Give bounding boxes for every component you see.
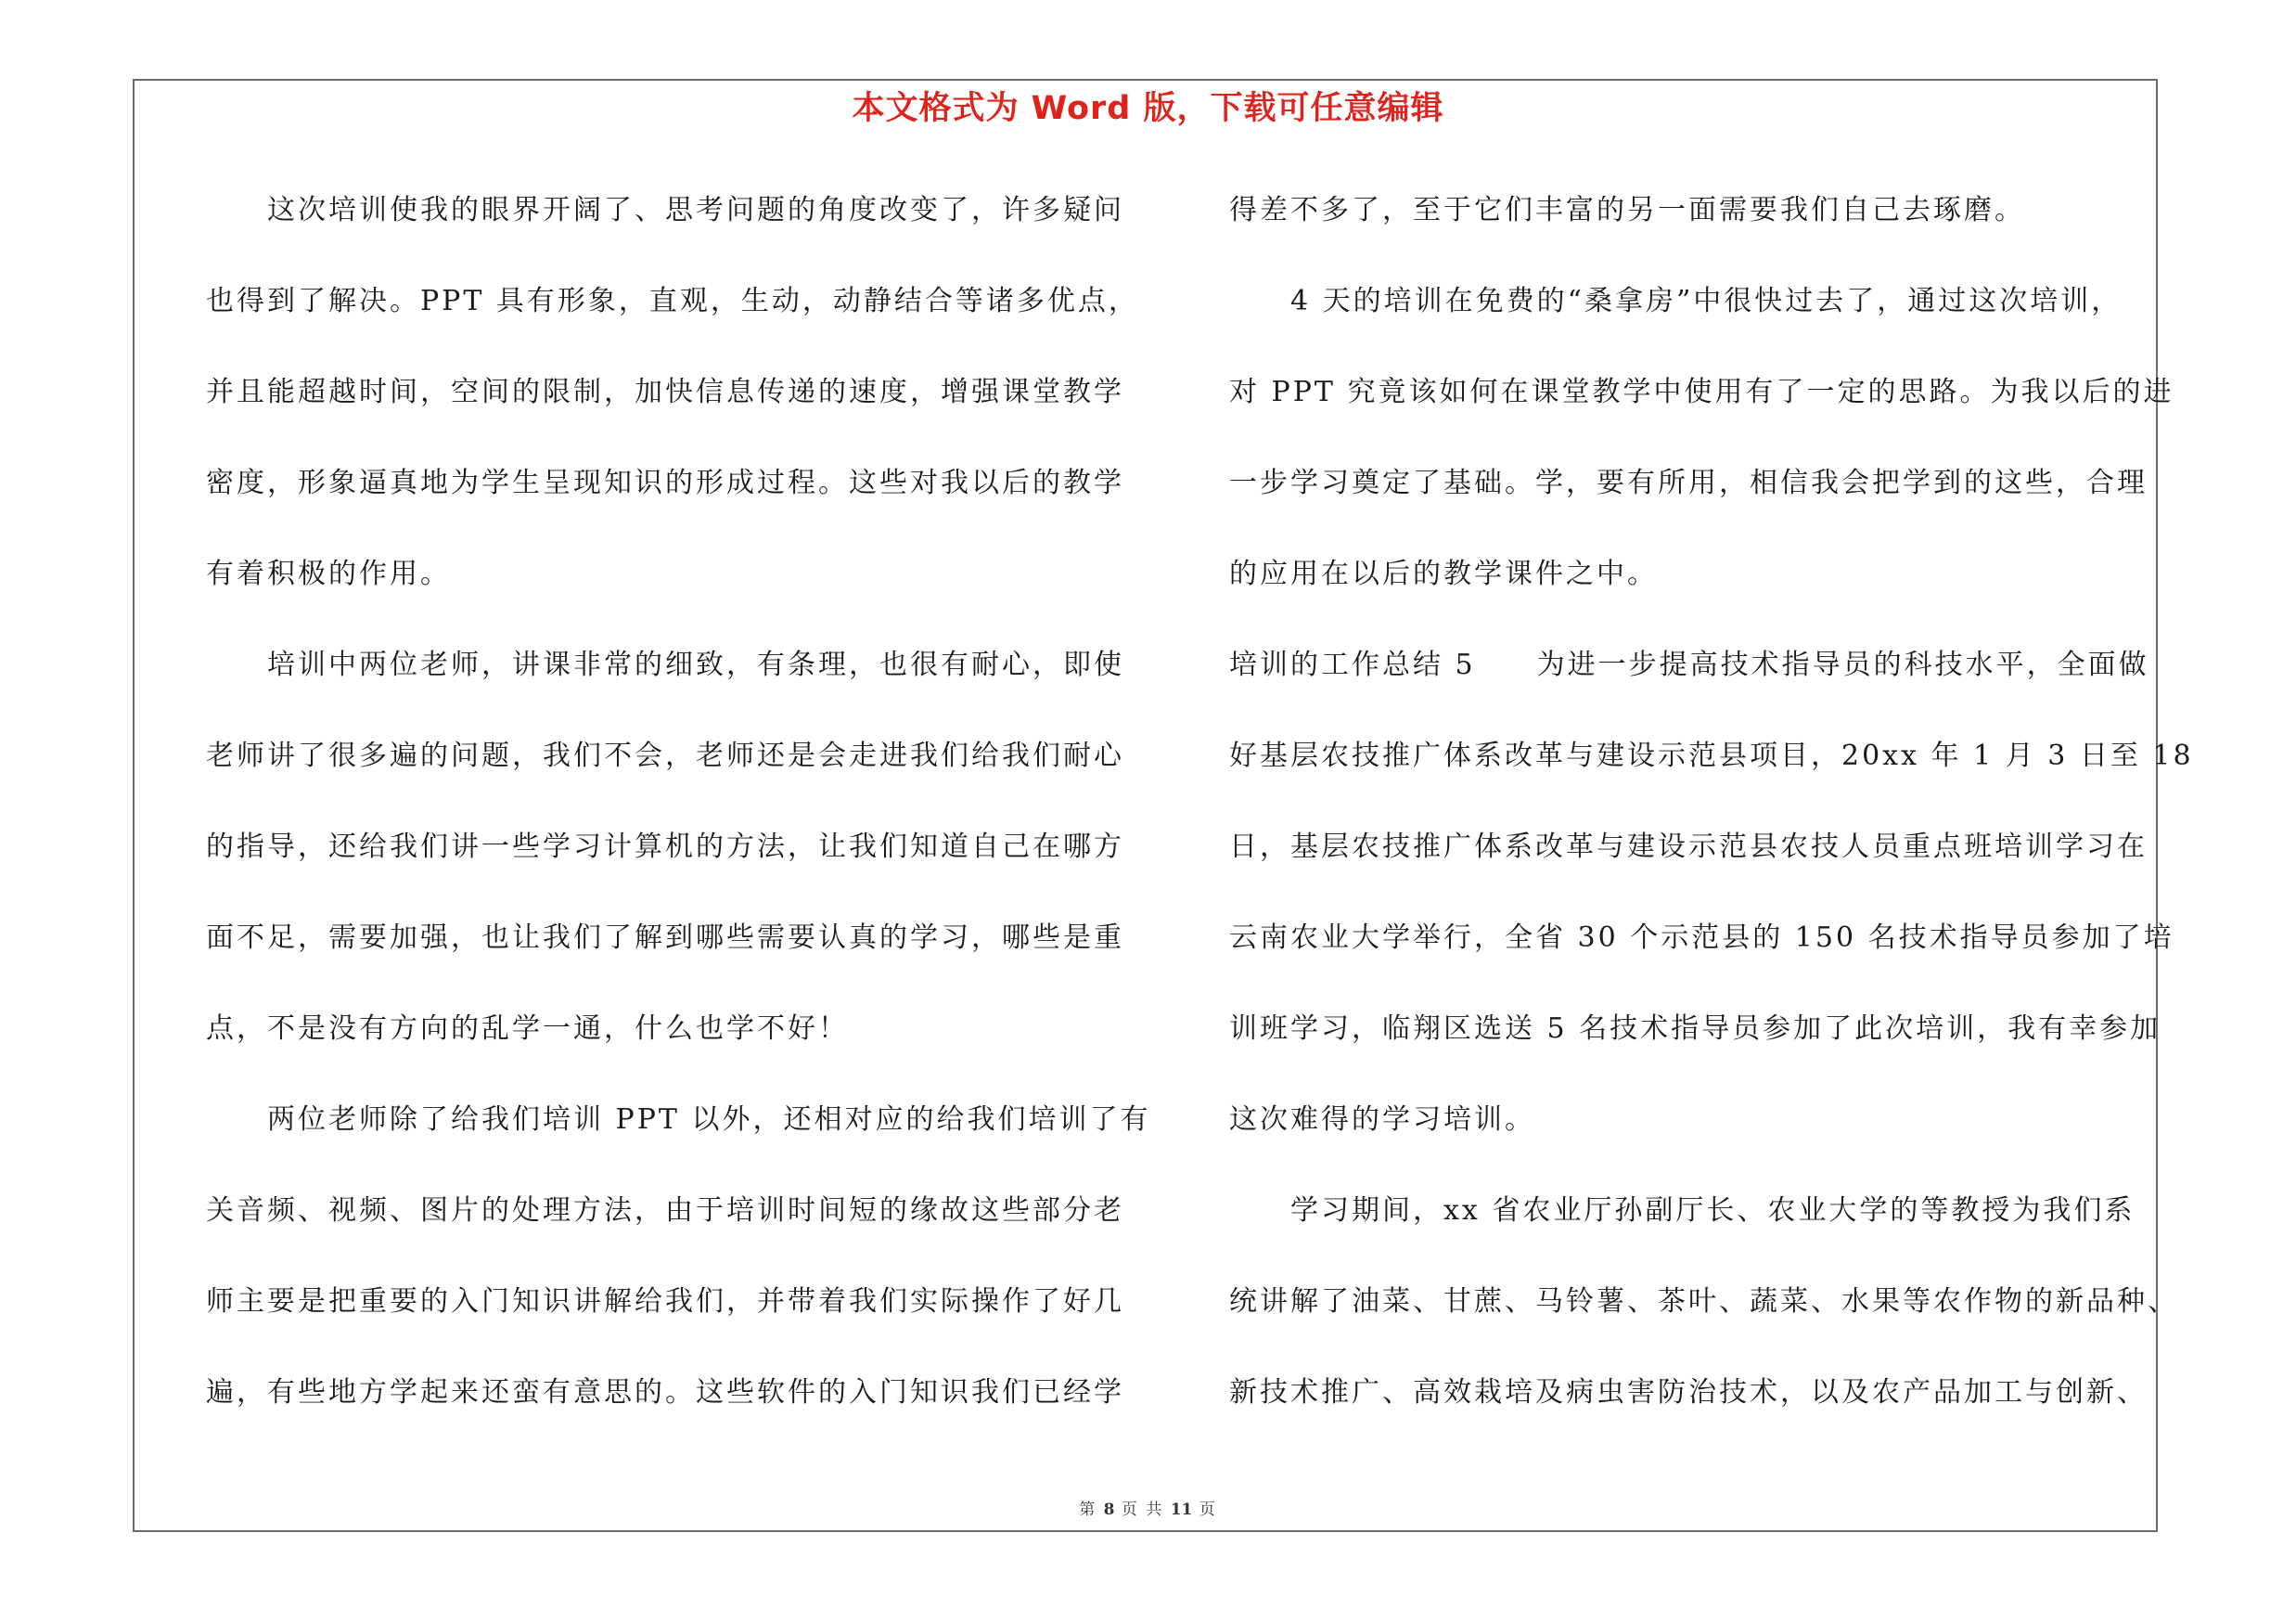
text-line: 好基层农技推广体系改革与建设示范县项目，20xx 年 1 月 3 日至 18	[1229, 740, 2194, 772]
text-line: 密度，形象逼真地为学生呈现知识的形成过程。这些对我以后的教学	[206, 467, 1124, 499]
page-number-footer	[0, 1496, 2296, 1519]
text-line: 这次难得的学习培训。	[1229, 1103, 1535, 1136]
section-heading-line: 培训的工作总结 5 为进一步提高技术指导员的科技水平，全面做	[1229, 649, 2149, 681]
text-line: 面不足，需要加强，也让我们了解到哪些需要认真的学习，哪些是重	[206, 921, 1124, 954]
text-line: 也得到了解决。PPT 具有形象，直观，生动，动静结合等诸多优点，	[206, 285, 1139, 317]
text-line: 并且能超越时间，空间的限制，加快信息传递的速度，增强课堂教学	[206, 376, 1124, 408]
text-line: 一步学习奠定了基础。学，要有所用，相信我会把学到的这些，合理	[1229, 467, 2148, 499]
text-line: 日，基层农技推广体系改革与建设示范县农技人员重点班培训学习在	[1229, 831, 2148, 863]
current-page-number: 8	[1103, 1501, 1115, 1519]
text-line: 对 PPT 究竟该如何在课堂教学中使用有了一定的思路。为我以后的进	[1229, 376, 2174, 408]
text-line: 4 天的培训在免费的“桑拿房”中很快过去了，通过这次培训，	[1290, 285, 2123, 317]
text-line: 云南农业大学举行，全省 30 个示范县的 150 名技术指导员参加了培	[1229, 921, 2174, 954]
text-line: 学习期间，xx 省农业厅孙副厅长、农业大学的等教授为我们系	[1290, 1194, 2136, 1227]
text-line: 培训中两位老师，讲课非常的细致，有条理，也很有耐心，即使	[267, 649, 1124, 681]
text-line: 两位老师除了给我们培训 PPT 以外，还相对应的给我们培训了有	[267, 1103, 1151, 1136]
text-line: 点，不是没有方向的乱学一通，什么也学不好！	[206, 1012, 849, 1045]
text-line: 这次培训使我的眼界开阔了、思考问题的角度改变了，许多疑问	[267, 194, 1124, 226]
text-line: 有着积极的作用。	[206, 558, 451, 590]
word-format-banner: 本文格式为 Word 版，下载可任意编辑	[852, 90, 1444, 127]
text-line: 遍，有些地方学起来还蛮有意思的。这些软件的入门知识我们已经学	[206, 1376, 1124, 1409]
text-line: 师主要是把重要的入门知识讲解给我们，并带着我们实际操作了好几	[206, 1285, 1124, 1318]
left-column	[206, 185, 1151, 1458]
total-pages-number: 11	[1170, 1501, 1193, 1519]
text-line: 新技术推广、高效栽培及病虫害防治技术，以及农产品加工与创新、	[1229, 1376, 2148, 1409]
text-line: 统讲解了油菜、甘蔗、马铃薯、茶叶、蔬菜、水果等农作物的新品种、	[1229, 1285, 2178, 1318]
text-line: 老师讲了很多遍的问题，我们不会，老师还是会走进我们给我们耐心	[206, 740, 1124, 772]
page-label-suffix: 页	[1199, 1501, 1217, 1519]
text-line: 训班学习，临翔区选送 5 名技术指导员参加了此次培训，我有幸参加	[1229, 1012, 2161, 1045]
text-line: 得差不多了，至于它们丰富的另一面需要我们自己去琢磨。	[1229, 194, 2025, 226]
text-line: 的指导，还给我们讲一些学习计算机的方法，让我们知道自己在哪方	[206, 831, 1124, 863]
page-label-middle: 页 共	[1121, 1501, 1164, 1519]
right-column	[1229, 185, 2194, 1458]
text-line: 关音频、视频、图片的处理方法，由于培训时间短的缘故这些部分老	[206, 1194, 1124, 1227]
text-line: 的应用在以后的教学课件之中。	[1229, 558, 1658, 590]
page-label-prefix: 第	[1079, 1501, 1097, 1519]
